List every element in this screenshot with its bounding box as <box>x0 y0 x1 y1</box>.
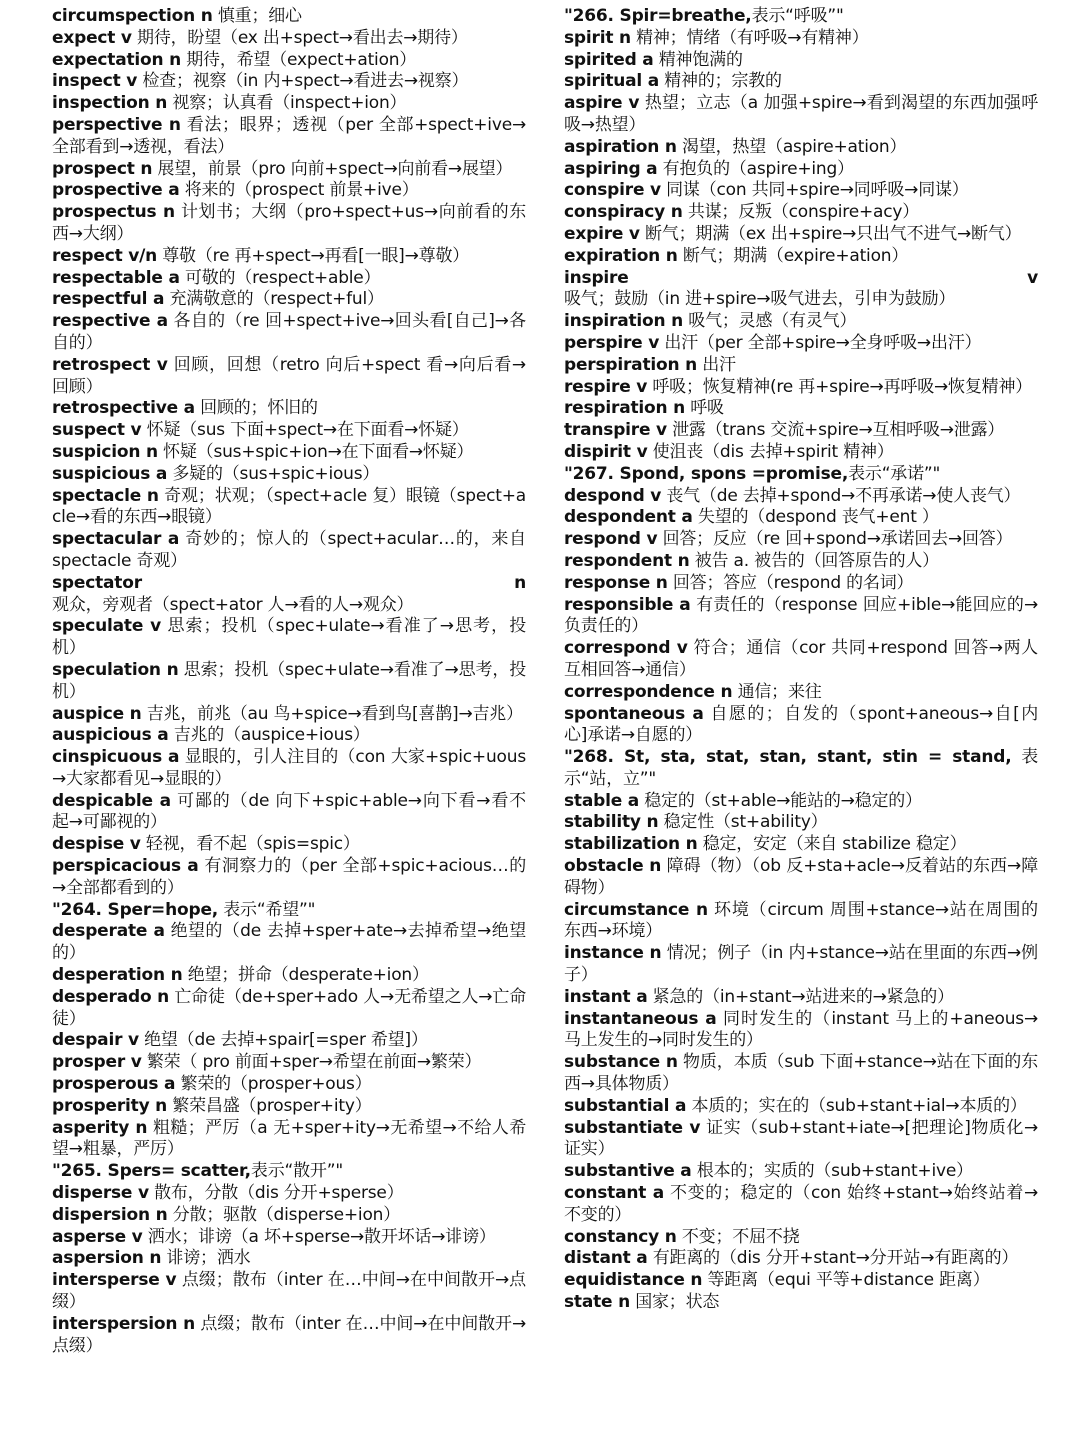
entry-word: respondent n <box>564 550 690 571</box>
entry-word: prosperous a <box>52 1074 176 1095</box>
entry-definition: 将来的（prospect 前景+ive） <box>179 180 419 201</box>
entry-definition: 显眼的，引人注目的（con 大家+spic+uous→大家都看见→显眼的） <box>52 747 526 789</box>
vocab-entry <box>52 725 526 747</box>
entry-word: aspiring a <box>564 158 658 179</box>
vocab-entry <box>52 28 526 50</box>
entry-definition: 繁荣（ pro 前面+sper→希望在前面→繁荣） <box>141 1052 482 1073</box>
vocab-entry <box>564 573 1038 595</box>
vocab-entry <box>564 71 1038 93</box>
entry-definition: 计划书；大纲（pro+spect+us→向前看的东西→大纲） <box>52 202 526 244</box>
entry-word: prospective a <box>52 180 180 201</box>
entry-word: respire v <box>564 376 648 397</box>
entry-definition: 吉兆的（auspice+ious） <box>168 725 370 746</box>
entry-word: spectacle n <box>52 485 159 506</box>
vocab-entry <box>52 791 526 835</box>
entry-word: desperado n <box>52 986 170 1007</box>
vocab-entry <box>52 442 526 464</box>
vocab-entry <box>52 1052 526 1074</box>
entry-word: spirited a <box>564 49 654 70</box>
vocab-entry <box>564 93 1038 137</box>
vocab-entry <box>52 660 526 704</box>
section-heading <box>564 747 1038 791</box>
vocab-entry <box>52 115 526 159</box>
vocab-entry <box>564 1052 1038 1096</box>
entry-word: expire v <box>564 223 640 244</box>
entry-definition: 繁荣的（prosper+ous） <box>175 1074 372 1095</box>
entry-word: auspicious a <box>52 725 169 746</box>
vocab-entry <box>564 442 1038 464</box>
entry-word: desperation n <box>52 965 183 986</box>
vocab-entry <box>564 180 1038 202</box>
entry-word: obstacle n <box>564 856 662 877</box>
vocab-entry <box>52 93 526 115</box>
vocab-entry <box>564 900 1038 944</box>
vocab-entry <box>564 268 1038 312</box>
entry-definition: 物质，本质（sub 下面+stance→站在下面的东西→具体物质） <box>564 1052 1038 1095</box>
entry-word: spiritual a <box>564 71 660 92</box>
entry-definition: 稳定的（st+able→能站的→稳定的） <box>639 790 922 811</box>
entry-word: spectator n <box>52 572 526 593</box>
vocab-entry <box>564 1118 1038 1162</box>
vocab-entry <box>52 573 526 617</box>
entry-word: respectable a <box>52 267 180 288</box>
entry-word: perspective n <box>52 114 181 135</box>
entry-word: circumstance n <box>564 899 708 920</box>
entry-definition: 点缀；散布（inter 在…中间→在中间散开→点缀） <box>52 1313 527 1356</box>
entry-word: desperate a <box>52 921 165 942</box>
entry-word: respective a <box>52 311 168 332</box>
entry-word: stabilization n <box>564 834 698 855</box>
entry-word: speculation n <box>52 659 179 680</box>
vocab-entry <box>564 28 1038 50</box>
entry-word: despise v <box>52 834 141 855</box>
vocab-entry <box>564 333 1038 355</box>
entry-word: inspiration n <box>564 311 684 332</box>
entry-definition: 充满敬意的（respect+ful） <box>164 289 384 310</box>
entry-word: inspect v <box>52 71 138 92</box>
entry-word: perspiration n <box>564 354 698 375</box>
entry-definition: 有抱负的（aspire+ing） <box>657 158 854 179</box>
vocab-entry <box>564 856 1038 900</box>
entry-word: "265. Spers= scatter, <box>52 1161 251 1182</box>
vocab-entry <box>52 1118 526 1162</box>
entry-word: prospect n <box>52 158 153 179</box>
entry-definition: 渴望，热望（aspire+ation） <box>676 136 907 157</box>
section-heading <box>52 900 526 922</box>
vocab-entry <box>52 747 526 791</box>
entry-definition: 表示“承诺”" <box>848 463 941 484</box>
entry-word: transpire v <box>564 420 667 441</box>
entry-word: equidistance n <box>564 1270 703 1291</box>
entry-definition: 期待，盼望（ex 出+spect→看出去→期待） <box>131 27 468 48</box>
entry-definition: 等距离（equi 平等+distance 距离） <box>702 1270 990 1291</box>
entry-definition: 分散；驱散（disperse+ion） <box>167 1204 401 1225</box>
vocab-entry <box>564 638 1038 682</box>
entry-definition: 有责任的（response 回应+ible→能回应的→负责任的） <box>564 594 1038 637</box>
entry-word: prosper v <box>52 1052 142 1073</box>
vocab-entry <box>52 856 526 900</box>
vocab-entry <box>564 1270 1038 1292</box>
entry-definition: 断气；期满（ex 出+spire→只出气不进气→断气） <box>639 223 1022 244</box>
entry-definition: 情况；例子（in 内+stance→站在里面的东西→例子） <box>564 943 1038 986</box>
entry-word: aspiration n <box>564 136 677 157</box>
entry-word: retrospect v <box>52 354 168 375</box>
vocab-entry <box>564 486 1038 508</box>
entry-word: despond v <box>564 485 662 506</box>
entry-word: interspersion n <box>52 1313 196 1334</box>
entry-definition: 回答；反应（re 回+spond→承诺回去→回答） <box>657 529 1013 550</box>
entry-word: despondent a <box>564 507 693 528</box>
entry-word: prosperity n <box>52 1095 168 1116</box>
vocab-entry <box>52 616 526 660</box>
entry-definition: 表示“站，立”" <box>564 747 1038 789</box>
entry-word: dispirit v <box>564 441 648 462</box>
entry-definition: 同谋（con 共同+spire→同呼吸→同谋） <box>660 180 969 201</box>
entry-definition: 通信；来往 <box>732 681 822 702</box>
entry-word: "267. Spond, spons =promise, <box>564 463 849 484</box>
entry-word: inspire v <box>564 267 1038 288</box>
vocab-entry <box>564 159 1038 181</box>
vocab-entry <box>52 1205 526 1227</box>
vocab-entry <box>564 791 1038 813</box>
entry-word: retrospective a <box>52 398 195 419</box>
entry-definition: 吸气；灵感（有灵气） <box>683 311 857 332</box>
entry-definition: 慎重；细心 <box>212 6 302 26</box>
vocab-entry <box>52 1030 526 1052</box>
vocab-entry <box>52 921 526 965</box>
entry-definition: 思索；投机（spec+ulate→看准了→思考，投机） <box>52 616 526 659</box>
entry-definition: 检查；视察（in 内+spect→看进去→视察） <box>137 71 469 92</box>
vocab-entry <box>52 420 526 442</box>
entry-definition: 点缀；散布（inter 在…中间→在中间散开→点缀） <box>52 1270 526 1313</box>
entry-word: perspicacious a <box>52 856 199 877</box>
section-heading <box>564 464 1038 486</box>
vocab-entry <box>564 834 1038 856</box>
vocab-entry <box>52 355 526 399</box>
entry-definition: 奇妙的；惊人的（spect+acular…的，来自 spectacle 奇观） <box>52 529 526 571</box>
entry-definition: 绝望（de 去掉+spair[=sper 希望]） <box>138 1030 428 1051</box>
entry-definition: 尊敬（re 再+spect→再看[一眼]→尊敬） <box>157 245 470 266</box>
entry-word: response n <box>564 572 668 593</box>
entry-definition: 不变；不屈不挠 <box>676 1226 800 1247</box>
section-heading <box>52 1161 526 1183</box>
vocab-entry <box>564 812 1038 834</box>
entry-definition: 期待，希望（expect+ation） <box>181 49 417 70</box>
vocab-entry <box>52 834 526 856</box>
vocab-entry <box>52 180 526 202</box>
entry-word: expectation n <box>52 49 182 70</box>
vocab-entry <box>52 159 526 181</box>
entry-definition: 奇观；状观；（spect+acle 复）眼镜（spect+acle→看的东西→眼镜） <box>52 485 527 528</box>
entry-word: dispersion n <box>52 1204 168 1225</box>
entry-definition: 精神饱满的 <box>653 49 743 70</box>
entry-word: suspicious a <box>52 463 168 484</box>
entry-word: despair v <box>52 1030 139 1051</box>
entry-definition: 精神的；宗教的 <box>659 71 782 92</box>
vocab-entry <box>564 355 1038 377</box>
vocab-entry <box>52 289 526 311</box>
vocab-entry <box>564 224 1038 246</box>
entry-word: substantial a <box>564 1095 687 1116</box>
entry-definition: 同时发生的（instant 马上的+aneous→马上发生的→同时发生的） <box>564 1008 1038 1051</box>
entry-word: state n <box>564 1292 630 1313</box>
entry-definition: 绝望的（de 去掉+sper+ate→去掉希望→绝望的） <box>52 921 526 964</box>
entry-definition: 国家；状态 <box>630 1292 720 1313</box>
vocab-entry <box>564 377 1038 399</box>
entry-definition: 被告 a. 被告的（回答原告的人） <box>689 550 939 571</box>
entry-word: instant a <box>564 986 648 1007</box>
entry-word: respond v <box>564 529 658 550</box>
vocab-entry <box>564 1227 1038 1249</box>
vocab-entry <box>564 682 1038 704</box>
entry-definition: 怀疑（sus 下面+spect→在下面看→怀疑） <box>141 420 469 441</box>
entry-definition: 洒水；诽谤（a 坏+sperse→散开坏话→诽谤） <box>142 1226 496 1247</box>
vocab-entry <box>564 1183 1038 1227</box>
entry-word: spontaneous a <box>564 703 704 724</box>
vocab-entry <box>564 987 1038 1009</box>
vocab-entry <box>52 987 526 1031</box>
entry-word: expiration n <box>564 245 678 266</box>
entry-word: auspice n <box>52 703 142 724</box>
entry-word: instantaneous a <box>564 1008 717 1029</box>
entry-word: constant a <box>564 1183 665 1204</box>
entry-definition: 表示“散开”" <box>250 1161 343 1182</box>
vocab-entry <box>564 50 1038 72</box>
vocab-entry <box>52 1314 526 1358</box>
entry-word: spectacular a <box>52 529 180 550</box>
entry-definition: 多疑的（sus+spic+ious） <box>167 463 380 484</box>
entry-definition: 丧气（de 去掉+spond→不再承诺→使人丧气） <box>661 485 1021 506</box>
entry-word: correspondence n <box>564 681 733 702</box>
vocab-entry <box>564 1096 1038 1118</box>
entry-definition: 散布，分散（dis 分开+sperse） <box>148 1183 404 1204</box>
entry-definition: 表示“希望”" <box>218 899 316 920</box>
section-heading <box>564 6 1038 28</box>
entry-definition: 稳定，安定（来自 stabilize 稳定） <box>697 834 967 855</box>
entry-word: distant a <box>564 1248 648 1269</box>
entry-word: "266. Spir=breathe, <box>564 6 752 26</box>
vocab-entry <box>564 1161 1038 1183</box>
vocab-entry <box>564 943 1038 987</box>
vocab-entry <box>564 704 1038 748</box>
entry-word: asperse v <box>52 1226 143 1247</box>
entry-word: "264. Sper=hope, <box>52 899 219 920</box>
vocab-entry <box>564 1009 1038 1053</box>
vocab-entry <box>564 137 1038 159</box>
entry-definition: 繁荣昌盛（prosper+ity） <box>167 1095 372 1116</box>
entry-definition: 热望；立志（a 加强+spire→看到渴望的东西加强呼吸→热望） <box>564 93 1038 135</box>
entry-word: stable a <box>564 790 640 811</box>
vocab-entry <box>564 202 1038 224</box>
entry-definition: 各自的（re 回+spect+ive→回头看[自己]→各自的） <box>52 311 526 353</box>
entry-definition: 证实（sub+stant+iate→[把理论]物质化→证实） <box>564 1117 1038 1160</box>
entry-definition: 紧急的（in+stant→站进来的→紧急的） <box>647 986 954 1007</box>
entry-word: cinspicuous a <box>52 747 180 768</box>
entry-definition: 出汗（per 全部+spire→全身呼吸→出汗） <box>659 332 982 353</box>
entry-word: spirit n <box>564 27 631 48</box>
vocab-entry <box>52 311 526 355</box>
vocab-entry <box>52 1248 526 1270</box>
vocab-entry <box>52 202 526 246</box>
entry-definition: 自愿的；自发的（spont+aneous→自[内心]承诺→自愿的） <box>564 703 1038 746</box>
entry-word: substantive a <box>564 1161 692 1182</box>
entry-definition: 粗糙；严厉（a 无+sper+ity→无希望→不给人希望→粗暴，严厉） <box>52 1117 526 1160</box>
entry-definition: 亡命徒（de+sper+ado 人→无希望之人→亡命徒） <box>52 986 527 1029</box>
entry-definition: 吉兆，前兆（au 鸟+spice→看到鸟[喜鹊]→吉兆） <box>141 703 523 724</box>
entry-word: expect v <box>52 27 132 48</box>
entry-definition: 绝望；拼命（desperate+ion） <box>182 965 429 986</box>
vocab-entry <box>564 420 1038 442</box>
entry-definition: 出汗 <box>697 354 736 375</box>
entry-definition: 吸气；鼓励（in 进+spire→吸气进去，引申为鼓励） <box>564 289 956 310</box>
vocab-entry <box>564 1292 1038 1314</box>
entry-word: perspire v <box>564 332 660 353</box>
entry-word: disperse v <box>52 1183 149 1204</box>
vocab-entry <box>52 464 526 486</box>
entry-definition: 共谋；反叛（conspire+acy） <box>682 202 920 223</box>
vocab-entry <box>52 398 526 420</box>
vocab-entry <box>52 71 526 93</box>
entry-word: constancy n <box>564 1226 677 1247</box>
entry-word: speculate v <box>52 616 161 637</box>
vocab-entry <box>52 1183 526 1205</box>
entry-word: instance n <box>564 943 662 964</box>
entry-word: intersperse v <box>52 1270 177 1291</box>
entry-word: asperity n <box>52 1117 148 1138</box>
vocab-entry <box>52 529 526 573</box>
entry-word: prospectus n <box>52 202 175 223</box>
vocab-entry <box>564 595 1038 639</box>
vocab-entry <box>564 551 1038 573</box>
entry-word: stability n <box>564 812 659 833</box>
vocab-entry <box>52 1074 526 1096</box>
entry-definition: 回顾，回想（retro 向后+spect 看→向后看→回顾） <box>52 354 526 397</box>
entry-word: "268. St, sta, stat, stan, stant, stin = stand, <box>564 747 1012 768</box>
entry-word: responsible a <box>564 594 691 615</box>
entry-definition: 精神；情绪（有呼吸→有精神） <box>630 27 869 48</box>
vocab-entry <box>564 398 1038 420</box>
entry-word: respectful a <box>52 289 165 310</box>
entry-word: suspect v <box>52 420 142 441</box>
entry-word: correspond v <box>564 638 688 659</box>
entry-definition: 呼吸；恢复精神(re 再+spire→再呼吸→恢复精神） <box>647 376 1033 397</box>
entry-word: suspicion n <box>52 441 158 462</box>
entry-definition: 回答；答应（respond 的名词） <box>667 572 914 593</box>
entry-word: inspection n <box>52 93 168 114</box>
entry-word: aspire v <box>564 93 640 114</box>
entry-word: conspire v <box>564 180 661 201</box>
entry-word: aspersion n <box>52 1248 162 1269</box>
vocab-entry <box>52 1270 526 1314</box>
entry-definition: 观众，旁观者（spect+ator 人→看的人→观众） <box>52 594 414 615</box>
entry-definition: 有洞察力的（per 全部+spic+acious…的→全部都看到的） <box>52 856 526 898</box>
vocab-entry <box>564 311 1038 333</box>
left-column <box>52 6 526 1432</box>
entry-definition: 泄露（trans 交流+spire→互相呼吸→泄露） <box>666 420 1005 441</box>
entry-definition: 可敬的（respect+able） <box>179 267 381 288</box>
entry-word: substance n <box>564 1052 678 1073</box>
entry-definition: 根本的；实质的（sub+stant+ive） <box>691 1161 973 1182</box>
vocab-entry <box>52 965 526 987</box>
right-column <box>564 6 1038 1432</box>
entry-definition: 看法；眼界；透视（per 全部+spect+ive→全部看到→透视，看法） <box>52 114 526 157</box>
vocab-entry <box>564 246 1038 268</box>
vocab-entry <box>564 507 1038 529</box>
entry-word: respiration n <box>564 398 686 419</box>
entry-definition: 回顾的；怀旧的 <box>194 398 318 419</box>
vocab-entry <box>52 50 526 72</box>
entry-definition: 表示“呼吸”" <box>751 6 844 26</box>
vocab-entry <box>52 6 526 28</box>
vocab-entry <box>52 1096 526 1118</box>
vocab-entry <box>52 268 526 290</box>
entry-word: respect v/n <box>52 245 158 266</box>
entry-definition: 怀疑（sus+spic+ion→在下面看→怀疑） <box>157 441 474 462</box>
entry-definition: 失望的（despond 丧气+ent ） <box>692 507 939 528</box>
entry-definition: 符合；通信（cor 共同+respond 回答→两人互相回答→通信） <box>564 638 1038 680</box>
vocab-entry <box>52 704 526 726</box>
vocab-entry <box>564 1248 1038 1270</box>
entry-definition: 使沮丧（dis 去掉+spirit 精神） <box>647 441 894 462</box>
entry-word: despicable a <box>52 790 171 811</box>
entry-definition: 思索；投机（spec+ulate→看准了→思考，投机） <box>52 659 527 702</box>
entry-definition: 不变的；稳定的（con 始终+stant→始终站着→不变的） <box>564 1183 1038 1225</box>
entry-definition: 呼吸 <box>685 398 724 419</box>
entry-word: conspiracy n <box>564 202 683 223</box>
entry-definition: 稳定性（st+ability） <box>658 812 828 833</box>
vocab-entry <box>52 1227 526 1249</box>
vocab-entry <box>52 486 526 530</box>
entry-definition: 环境（circum 周围+stance→站在周围的东西→环境） <box>564 899 1038 942</box>
entry-definition: 本质的；实在的（sub+stant+ial→本质的） <box>686 1095 1027 1116</box>
entry-definition: 断气；期满（expire+ation） <box>677 245 909 266</box>
entry-word: substantiate v <box>564 1117 701 1138</box>
vocab-entry <box>564 529 1038 551</box>
entry-definition: 有距离的（dis 分开+stant→分开站→有距离的） <box>647 1248 1019 1269</box>
entry-definition: 视察；认真看（inspect+ion） <box>167 93 407 114</box>
entry-definition: 诽谤；洒水 <box>161 1248 251 1269</box>
entry-definition: 展望，前景（pro 向前+spect→向前看→展望） <box>152 158 513 179</box>
entry-word: circumspection n <box>52 6 213 26</box>
entry-definition: 轻视，看不起（spis=spic） <box>140 834 360 855</box>
entry-definition: 障碍（物）（ob 反+sta+acle→反着站的东西→障碍物） <box>564 856 1038 898</box>
entry-definition: 可鄙的（de 向下+spic+able→向下看→看不起→可鄙视的） <box>52 790 526 833</box>
vocab-entry <box>52 246 526 268</box>
